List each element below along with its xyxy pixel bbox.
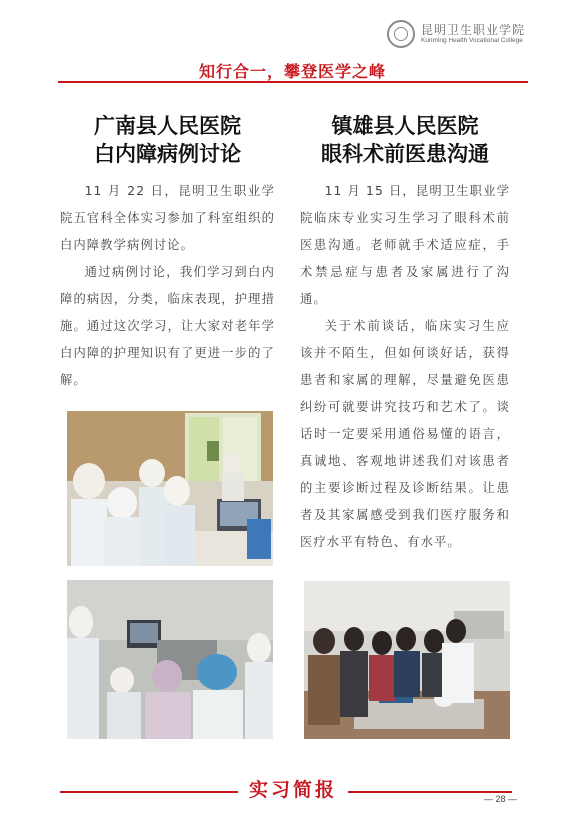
footer-title: 实习简报 [248, 779, 337, 801]
right-title-line2: 眼科术前医患沟通 [321, 141, 489, 166]
left-title-line1: 广南县人民医院 [94, 113, 241, 138]
left-title-line2: 白内障病例讨论 [94, 141, 241, 166]
header-divider [58, 81, 528, 83]
right-article-title [300, 112, 510, 168]
logo-english-name: Kunming Health Vocational College [420, 37, 523, 44]
college-seal-icon [387, 20, 415, 48]
left-article [60, 112, 275, 394]
left-paragraph-2: 通过病例讨论，我们学习到白内障的病因，分类，临床表现，护理措施。通过这次学习，让大家对老年学白内障的护理知识有了更进一步的了解。 [60, 265, 275, 387]
left-article-title [60, 112, 275, 168]
right-paragraph-1: 11 月 15 日，昆明卫生职业学院临床专业实习生学习了眼科术前医患沟通。老师就手术适应症，手术禁忌症与患者及家属进行了沟通。 [300, 184, 510, 306]
right-title-line1: 镇雄县人民医院 [331, 113, 479, 138]
exam-room-photo [67, 580, 273, 739]
college-logo [387, 20, 525, 48]
right-paragraph-2: 关于术前谈话，临床实习生应该并不陌生，但如何谈好话，获得患者和家属的理解，尽量避免医患纠纷可就要讲究技巧和艺术了。谈话时一定要采用通俗易懂的语言，真诚地、客观地讲述我们对该患者的主要诊断过程及诊断结果。让患者及其家属感受到我们医疗服务和医疗水平有特色、有水平。 [300, 319, 510, 549]
case-discussion-photo [67, 411, 273, 566]
page-header [0, 0, 585, 90]
preop-communication-photo [304, 581, 510, 739]
footer-divider-right [348, 791, 512, 793]
page-number: — 28 — [484, 794, 518, 804]
logo-chinese-name: 昆明卫生职业学院 [420, 23, 525, 37]
slogan: 知行合一，攀登医学之峰 [198, 62, 386, 81]
footer-divider-left [60, 791, 238, 793]
left-paragraph-1: 11 月 22 日，昆明卫生职业学院五官科全体实习参加了科室组织的白内障教学病例讨论。 [60, 184, 275, 252]
right-article [300, 112, 510, 556]
